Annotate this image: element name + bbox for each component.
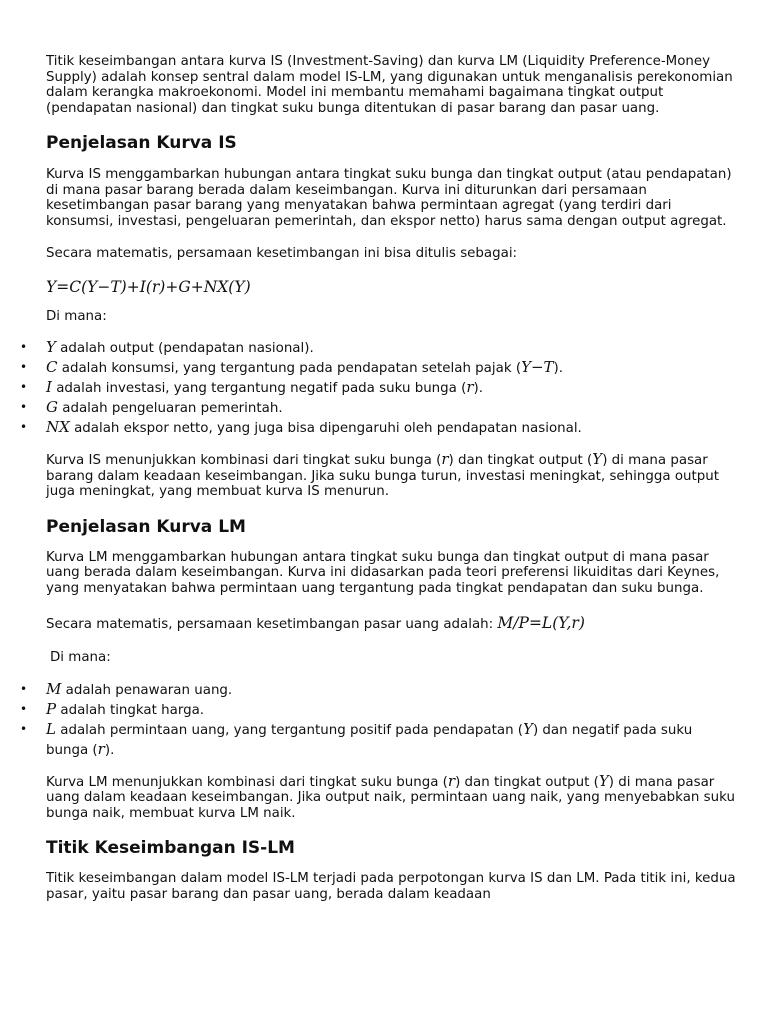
list-item-text: adalah pengeluaran pemerintah. [62, 401, 283, 416]
list-item [46, 398, 736, 418]
text-run: ) dan tingkat output ( [448, 453, 593, 468]
lm-paragraph-1: Kurva LM menggambarkan hubungan antara tingkat suku bunga dan tingkat output di mana pasar uang berada dalam keseimbangan. Kurva ini didasarkan pada teori preferensi likuiditas dari Keynes, yang menyatakan bahwa permintaan uang tergantung pada tingkat pendapatan dan suku bunga. [46, 549, 720, 596]
math-symbol: M [46, 679, 62, 698]
is-variable-list [46, 338, 736, 438]
is-equation: Y=C(Y−T)+I(r)+G+NX(Y) [46, 277, 251, 296]
list-item [46, 418, 736, 438]
list-item [46, 680, 736, 700]
list-item [46, 338, 736, 358]
math-symbol: r [466, 378, 474, 396]
list-item-text: adalah konsumsi, yang tergantung pada pendapatan setelah pajak ( [61, 361, 522, 376]
list-item [46, 720, 736, 760]
list-item-text: adalah penawaran uang. [65, 682, 233, 698]
document-page [46, 54, 736, 902]
is-where-label: Di mana: [46, 308, 107, 324]
text-run: ) di mana pasar uang dalam keadaan keseimbangan. Jika output naik, permintaan uang naik, yang menyebabkan suku bunga naik, membuat kurva LM naik. [46, 774, 735, 821]
math-symbol: Y [592, 450, 603, 468]
lm-paragraph-3 [46, 771, 736, 822]
list-item-text: ). [104, 742, 115, 758]
lm-paragraph-2 [46, 613, 736, 633]
is-paragraph-3 [46, 452, 736, 500]
math-symbol: Y [523, 719, 533, 738]
list-item-text: ). [473, 381, 484, 396]
list-item [46, 358, 736, 378]
lm-equation: M/P=L(Y,r) [497, 614, 585, 632]
list-item-text: adalah permintaan uang, yang tergantung positif pada pendapatan ( [60, 722, 524, 738]
text-run: ) di mana pasar barang dalam keadaan keseimbangan. Jika suku bunga turun, investasi meningkat, sehingga output juga meningkat, yang membuat kurva IS menurun. [46, 453, 719, 499]
list-item-text: ) dan negatif pada suku bunga ( [46, 722, 693, 758]
math-symbol: NX [46, 418, 70, 436]
is-heading: Penjelasan Kurva IS [46, 133, 237, 153]
math-symbol: r [441, 450, 449, 468]
math-symbol: P [46, 699, 57, 718]
list-item [46, 700, 736, 720]
list-item [46, 378, 736, 398]
intro-paragraph: Titik keseimbangan antara kurva IS (Investment-Saving) dan kurva LM (Liquidity Preference-Money Supply) adalah konsep sentral dalam model IS-LM, yang digunakan untuk menganalisis perekonomian dalam kerangka makroekonomi. Model ini membantu memahami bagaimana tingkat output (pendapatan nasional) dan tingkat suku bunga ditentukan di pasar barang dan pasar uang. [46, 54, 733, 116]
math-symbol: I [46, 378, 52, 396]
math-symbol: Y [46, 338, 56, 356]
list-item-text: adalah ekspor netto, yang juga bisa dipengaruhi oleh pendapatan nasional. [74, 421, 582, 436]
lm-where-label: Di mana: [50, 650, 111, 665]
lm-variable-list [46, 680, 736, 760]
is-paragraph-1: Kurva IS menggambarkan hubungan antara tingkat suku bunga dan tingkat output (atau pendapatan) di mana pasar barang berada dalam keseimbangan. Kurva ini diturunkan dari persamaan kesetimbangan pasar barang yang menyatakan bahwa permintaan agregat (yang terdiri dari konsumsi, investasi, pengeluaran pemerintah, dan ekspor netto) harus sama dengan output agregat. [46, 167, 732, 229]
list-item-text: adalah investasi, yang tergantung negatif pada suku bunga ( [56, 381, 467, 396]
math-symbol: C [46, 358, 58, 376]
text-run: Secara matematis, persamaan kesetimbangan pasar uang adalah: [46, 617, 494, 632]
math-symbol: r [447, 771, 456, 790]
is-paragraph-2: Secara matematis, persamaan kesetimbangan ini bisa ditulis sebagai: [46, 246, 518, 261]
equilibrium-paragraph-1: Titik keseimbangan dalam model IS-LM terjadi pada perpotongan kurva IS dan LM. Pada titik ini, kedua pasar, yaitu pasar barang dan pasar uang, berada dalam keadaan [46, 871, 736, 902]
math-symbol: G [46, 398, 58, 416]
list-item-text: adalah tingkat harga. [60, 702, 205, 718]
text-run: ) dan tingkat output ( [455, 774, 599, 790]
math-symbol: Y−T [521, 358, 554, 376]
text-run: Kurva IS menunjukkan kombinasi dari tingkat suku bunga ( [46, 453, 442, 468]
text-run: Kurva LM menunjukkan kombinasi dari tingkat suku bunga ( [46, 774, 448, 790]
equilibrium-heading: Titik Keseimbangan IS-LM [46, 838, 295, 858]
list-item-text: adalah output (pendapatan nasional). [60, 341, 314, 356]
list-item-text: ). [553, 361, 564, 376]
lm-heading: Penjelasan Kurva LM [46, 516, 246, 537]
math-symbol: r [97, 739, 105, 758]
math-symbol: Y [598, 771, 609, 790]
math-symbol: L [46, 719, 56, 738]
